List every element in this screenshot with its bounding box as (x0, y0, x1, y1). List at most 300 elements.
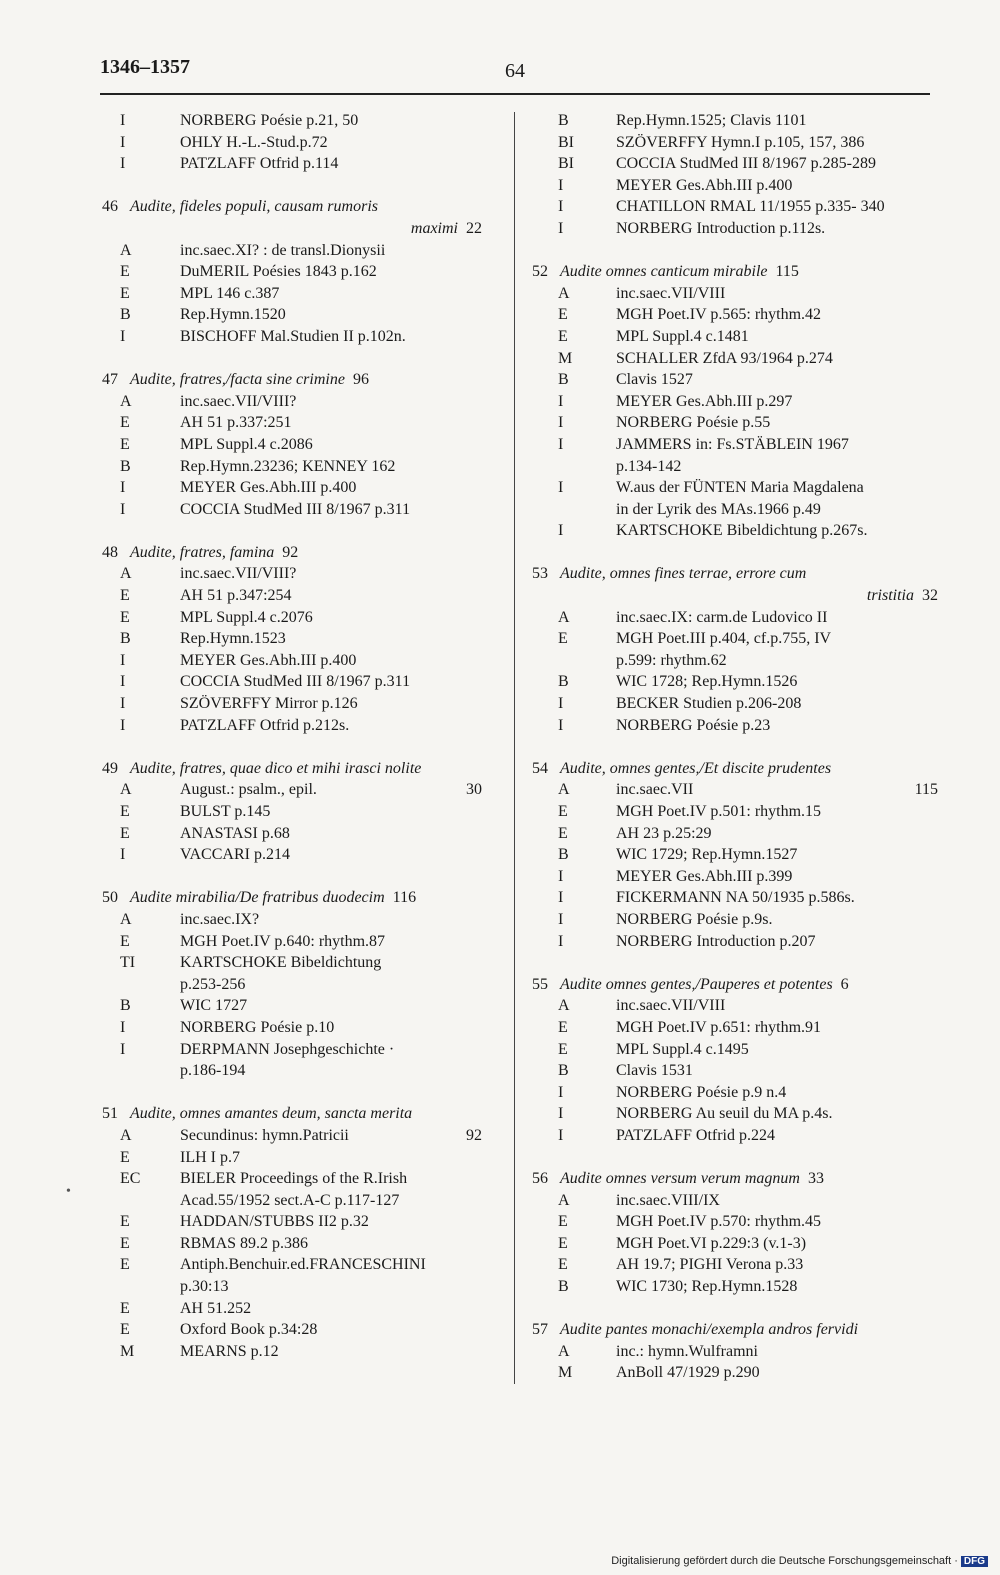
entry-heading (528, 261, 938, 283)
entry-code: E (558, 1040, 568, 1058)
entry-text: NORBERG Introduction p.207 (616, 932, 816, 950)
entry-text: NORBERG Poésie p.9s. (616, 910, 773, 928)
entry-code: A (558, 1191, 570, 1209)
entry-text: ILH I p.7 (180, 1148, 240, 1166)
entry-code: B (558, 1062, 569, 1080)
bib-entry (528, 844, 938, 866)
entry-number: 57 (532, 1321, 548, 1339)
bib-entry (90, 650, 482, 672)
bib-entry (90, 412, 482, 434)
entry-text: p.253-256 (180, 975, 246, 993)
bib-entry (90, 240, 482, 262)
bib-entry (528, 1082, 938, 1104)
entry-code: I (120, 716, 126, 734)
bib-entry (90, 715, 482, 737)
bib-entry (528, 1125, 938, 1147)
entry-text: AH 51.252 (180, 1299, 252, 1317)
entry-number: 51 (102, 1105, 118, 1123)
heading-content (532, 261, 799, 283)
entry-text: NORBERG Poésie p.23 (616, 716, 771, 734)
entry-number: 48 (102, 543, 118, 561)
entry-code: E (558, 306, 568, 324)
entry-heading (90, 887, 482, 909)
entry-text: in der Lyrik des MAs.1966 p.49 (616, 500, 821, 518)
entry-code: A (120, 565, 132, 583)
entry-code: E (558, 1234, 568, 1252)
entry-code: A (558, 284, 570, 302)
entry-text: AH 19.7; PIGHI Verona p.33 (616, 1256, 804, 1274)
entry-text: SCHALLER ZfdA 93/1964 p.274 (616, 349, 833, 367)
entry-code: I (120, 133, 126, 151)
entry-text: MGH Poet.IV p.501: rhythm.15 (616, 803, 822, 820)
bib-entry-continuation (90, 1276, 482, 1298)
entry-text: JAMMERS in: Fs.STÄBLEIN 1967 (616, 435, 849, 453)
entry-code: BI (558, 155, 574, 173)
entry-text: inc.saec.IX? (180, 910, 260, 928)
entry-code: I (558, 435, 564, 453)
heading-content (532, 758, 831, 780)
bib-entry (90, 1211, 482, 1233)
bib-entry (528, 1060, 938, 1082)
entry-count: 32 (922, 587, 938, 605)
entry-text: inc.saec.IX: carm.de Ludovico II (616, 608, 828, 626)
entry-code: E (120, 1256, 130, 1274)
entry-text: KARTSCHOKE Bibeldichtung (180, 954, 382, 972)
bib-entry-continuation (90, 1060, 482, 1082)
entry-code: E (120, 824, 130, 842)
entry-code: I (558, 1126, 564, 1144)
entry-text: MGH Poet.IV p.651: rhythm.91 (616, 1018, 822, 1036)
entry-text: KARTSCHOKE Bibeldichtung p.267s. (616, 522, 868, 540)
entry-code: B (558, 1278, 569, 1296)
entry-text: VACCARI p.214 (180, 846, 290, 864)
bib-entry (528, 1276, 938, 1298)
left-column (90, 110, 482, 1362)
entry-code: I (558, 867, 564, 885)
bib-entry (528, 477, 938, 499)
entry-text: MPL Suppl.4 c.1495 (616, 1040, 749, 1058)
entry-title: Audite, fratres, famina (130, 543, 275, 561)
entry-code: E (120, 1213, 130, 1231)
entry-code: I (120, 695, 126, 713)
entry-text: HADDAN/STUBBS II2 p.32 (180, 1213, 369, 1231)
entry-number: 56 (532, 1170, 548, 1188)
bib-entry (528, 715, 938, 737)
bib-entry (90, 456, 482, 478)
bib-entry (90, 693, 482, 715)
entry-code: E (120, 263, 130, 281)
entry-title: Audite mirabilia/De fratribus duodecim (130, 889, 385, 907)
entry-text: DERPMANN Josephgeschichte · (180, 1040, 395, 1058)
bib-entry (528, 909, 938, 931)
bib-entry (528, 1039, 938, 1061)
bib-entry (528, 607, 938, 629)
entry-text: Clavis 1531 (616, 1062, 693, 1080)
entry-text: BISCHOFF Mal.Studien II p.102n. (180, 327, 406, 345)
entry-text: NORBERG Poésie p.10 (180, 1018, 335, 1036)
entry-code: B (120, 306, 131, 324)
bib-entry (90, 1341, 482, 1363)
bib-entry (90, 1168, 482, 1190)
entry-text: Rep.Hymn.1525; Clavis 1101 (616, 112, 807, 129)
bib-entry (528, 931, 938, 953)
margin-mark: • (66, 1184, 71, 1199)
entry-text: NORBERG Poésie p.9 n.4 (616, 1083, 787, 1101)
entry-code: E (558, 630, 568, 648)
entry-text: Secundinus: hymn.Patricii (180, 1126, 349, 1144)
bib-entry (528, 779, 938, 801)
entry-text: MEYER Ges.Abh.III p.399 (616, 867, 793, 885)
page-header (0, 0, 1000, 100)
bib-entry (90, 1147, 482, 1169)
entry-code: I (558, 414, 564, 432)
bib-entry (90, 1125, 482, 1147)
entry-text: MEARNS p.12 (180, 1342, 279, 1360)
entry-text: SZÖVERFFY Hymn.I p.105, 157, 386 (616, 133, 865, 151)
entry-code: I (558, 479, 564, 497)
entry-code: I (558, 716, 564, 734)
heading-content (102, 369, 369, 391)
entry-text: inc.saec.XI? : de transl.Dionysii (180, 241, 386, 259)
entry-heading-continuation (90, 218, 482, 240)
bib-entry (90, 801, 482, 823)
entry-text: SZÖVERFFY Mirror p.126 (180, 695, 358, 713)
bib-entry (90, 261, 482, 283)
entry-text: inc.saec.VII/VIII (616, 997, 726, 1015)
bib-entry (528, 348, 938, 370)
bib-entry (90, 823, 482, 845)
entry-code: I (120, 327, 126, 345)
entry-heading (90, 1103, 482, 1125)
entry-code: TI (120, 954, 136, 972)
entry-text: MPL Suppl.4 c.2076 (180, 608, 313, 626)
entry-text: OHLY H.-L.-Stud.p.72 (180, 133, 328, 151)
entry-text: p.186-194 (180, 1062, 246, 1080)
heading-content (102, 887, 416, 909)
entry-text: August.: psalm., epil. (180, 781, 317, 799)
entry-count: 92 (282, 543, 299, 561)
entry-text: AH 51 p.347:254 (180, 587, 292, 605)
bib-entry (90, 995, 482, 1017)
entry-code: M (120, 1342, 135, 1360)
bib-entry (528, 671, 938, 693)
bib-entry (528, 153, 938, 175)
entry-text: WIC 1730; Rep.Hymn.1528 (616, 1278, 798, 1296)
entry-text: COCCIA StudMed III 8/1967 p.311 (180, 500, 411, 518)
bib-entry (90, 434, 482, 456)
footer-text: Digitalisierung gefördert durch die Deutsche Forschungsgemeinschaft · (611, 1555, 958, 1567)
entry-text: W.aus der FÜNTEN Maria Magdalena (616, 479, 864, 497)
entry-title: Audite, fratres,/facta sine crimine (130, 371, 345, 389)
bib-entry (528, 434, 938, 456)
entry-code: E (558, 1213, 568, 1231)
entry-text: DuMERIL Poésies 1843 p.162 (180, 263, 377, 281)
entry-text: WIC 1727 (180, 997, 248, 1015)
bib-entry (90, 1298, 482, 1320)
entry-code: I (558, 889, 564, 907)
entry-code: E (558, 327, 568, 345)
entry-title: Audite, omnes fines terrae, errore cum (560, 565, 807, 583)
entry-code: I (558, 1083, 564, 1101)
entry-heading (90, 196, 482, 218)
entry-text: AH 51 p.337:251 (180, 414, 292, 432)
entry-text: BULST p.145 (180, 803, 271, 820)
bib-entry (528, 1211, 938, 1233)
entry-code: E (558, 1018, 568, 1036)
entry-code: A (120, 241, 132, 259)
bib-entry (528, 132, 938, 154)
entry-code: I (558, 176, 564, 194)
entry-text: Rep.Hymn.23236; KENNEY 162 (180, 457, 396, 475)
entry-text: NORBERG Introduction p.112s. (616, 219, 826, 237)
entry-number: 50 (102, 889, 118, 907)
entry-text: Oxford Book p.34:28 (180, 1321, 318, 1339)
entry-code: I (120, 846, 126, 864)
entry-text: MGH Poet.III p.404, cf.p.755, IV (616, 630, 832, 648)
heading-content (102, 196, 378, 218)
bib-entry-continuation (528, 650, 938, 672)
entry-count: 115 (914, 781, 938, 799)
entry-text: MEYER Ges.Abh.III p.297 (616, 392, 793, 410)
bib-entry (90, 628, 482, 650)
entry-text: Acad.55/1952 sect.A-C p.117-127 (180, 1191, 400, 1209)
entry-code: EC (120, 1170, 141, 1188)
entry-code: I (120, 112, 126, 129)
entry-number: 49 (102, 759, 118, 777)
bib-entry (90, 153, 482, 175)
bib-entry (90, 585, 482, 607)
entry-text: inc.saec.VII (616, 781, 694, 799)
entry-code: I (120, 500, 126, 518)
bib-entry (528, 1254, 938, 1276)
bib-entry-continuation (90, 974, 482, 996)
entry-code: E (120, 1299, 130, 1317)
heading-content (102, 542, 298, 564)
bib-entry (528, 196, 938, 218)
entry-text: CHATILLON RMAL 11/1955 p.335- 340 (616, 198, 885, 216)
entry-code: A (120, 910, 132, 928)
entry-code: A (558, 1342, 570, 1360)
entry-heading (528, 758, 938, 780)
bib-entry (528, 520, 938, 542)
bib-entry (90, 952, 482, 974)
bib-entry (90, 1039, 482, 1061)
entry-heading (528, 974, 938, 996)
entry-text: COCCIA StudMed III 8/1967 p.311 (180, 673, 411, 691)
entry-title: Audite omnes gentes,/Pauperes et potentes (560, 975, 833, 993)
entry-title: Audite omnes canticum mirabile (560, 263, 768, 281)
entry-text: RBMAS 89.2 p.386 (180, 1234, 309, 1252)
entry-text: ANASTASI p.68 (180, 824, 290, 842)
entry-text: p.30:13 (180, 1278, 229, 1296)
entry-count: 6 (840, 975, 849, 993)
entry-text: NORBERG Au seuil du MA p.4s. (616, 1105, 833, 1123)
entry-code: I (558, 219, 564, 237)
entry-number: 54 (532, 759, 548, 777)
bib-entry (90, 499, 482, 521)
heading-content (102, 758, 421, 780)
entry-text: inc.saec.VII/VIII (616, 284, 726, 302)
entry-code: B (558, 112, 569, 129)
page-number: 64 (505, 60, 525, 82)
entry-text: inc.: hymn.Wulframni (616, 1342, 758, 1360)
entry-code: E (120, 803, 130, 820)
heading-content (532, 563, 806, 585)
entry-code: E (558, 803, 568, 820)
bib-entry (528, 304, 938, 326)
entry-code: I (558, 522, 564, 540)
entry-code: B (558, 673, 569, 691)
entry-text: BECKER Studien p.206-208 (616, 695, 802, 713)
entry-title: tristitia (866, 587, 914, 605)
bib-entry (528, 218, 938, 240)
bib-entry (90, 477, 482, 499)
bib-entry (528, 693, 938, 715)
entry-code: I (120, 1018, 126, 1036)
bib-entry (90, 110, 482, 132)
entry-number: 55 (532, 975, 548, 993)
entry-code: BI (558, 133, 574, 151)
entry-text: PATZLAFF Otfrid p.212s. (180, 716, 350, 734)
entry-text: Rep.Hymn.1523 (180, 630, 286, 648)
right-column (528, 110, 938, 1384)
entry-code: I (120, 673, 126, 691)
entry-text: MGH Poet.IV p.565: rhythm.42 (616, 306, 822, 324)
bib-entry (528, 175, 938, 197)
bib-entry (90, 563, 482, 585)
entry-code: E (120, 1148, 130, 1166)
bib-entry (90, 132, 482, 154)
entry-code: E (120, 932, 130, 950)
entry-code: I (558, 695, 564, 713)
bib-entry-continuation (90, 1190, 482, 1212)
entry-code: A (120, 392, 132, 410)
bib-entry (528, 995, 938, 1017)
heading-content (532, 974, 849, 996)
entry-code: E (120, 1321, 130, 1339)
entry-text: MEYER Ges.Abh.III p.400 (616, 176, 793, 194)
entry-count: 33 (807, 1170, 824, 1188)
entry-text: Antiph.Benchuir.ed.FRANCESCHINI (180, 1256, 426, 1274)
entry-code: E (120, 435, 130, 453)
entry-text: inc.saec.VIII/IX (616, 1191, 720, 1209)
entry-title: Audite, omnes gentes,/Et discite prudentes (560, 759, 832, 777)
entry-code: I (558, 1105, 564, 1123)
entry-count: 96 (352, 371, 369, 389)
entry-text: FICKERMANN NA 50/1935 p.586s. (616, 889, 855, 907)
entry-text: MGH Poet.IV p.640: rhythm.87 (180, 932, 386, 950)
heading-content (532, 1168, 824, 1190)
bib-entry (90, 1254, 482, 1276)
bib-entry (528, 110, 938, 132)
bib-entry (90, 844, 482, 866)
entry-number: 53 (532, 565, 548, 583)
bib-entry (90, 607, 482, 629)
heading-content (102, 1103, 412, 1125)
bib-entry (90, 326, 482, 348)
entry-text: Rep.Hymn.1520 (180, 306, 286, 324)
bib-entry (90, 304, 482, 326)
entry-code: A (120, 1126, 132, 1144)
entry-text: BIELER Proceedings of the R.Irish (180, 1170, 408, 1188)
bib-entry (528, 326, 938, 348)
entry-code: I (120, 479, 126, 497)
entry-text: MPL 146 c.387 (180, 284, 280, 302)
bib-entry (90, 671, 482, 693)
entry-number: 47 (102, 371, 118, 389)
entry-heading (90, 758, 482, 780)
bib-entry (528, 1103, 938, 1125)
entry-text: WIC 1729; Rep.Hymn.1527 (616, 846, 798, 864)
bib-entry (528, 391, 938, 413)
entry-range: 1346–1357 (100, 56, 190, 78)
bib-entry (528, 887, 938, 909)
entry-number: 46 (102, 198, 118, 216)
entry-code: E (120, 1234, 130, 1252)
entry-code: E (120, 608, 130, 626)
entry-text: MEYER Ges.Abh.III p.400 (180, 479, 357, 497)
entry-code: B (120, 997, 131, 1015)
bib-entry (528, 369, 938, 391)
bib-entry (90, 1017, 482, 1039)
entry-code: B (120, 630, 131, 648)
entry-heading (90, 369, 482, 391)
entry-title: Audite pantes monachi/exempla andros fervidi (560, 1321, 859, 1339)
entry-code: I (558, 910, 564, 928)
entry-text: MEYER Ges.Abh.III p.400 (180, 651, 357, 669)
entry-heading (90, 542, 482, 564)
entry-text: NORBERG Poésie p.21, 50 (180, 112, 359, 129)
bib-entry (528, 1233, 938, 1255)
entry-number: 52 (532, 263, 548, 281)
entry-text: PATZLAFF Otfrid p.224 (616, 1126, 775, 1144)
entry-count: 30 (466, 781, 482, 799)
bib-entry (528, 801, 938, 823)
entry-code: E (120, 414, 130, 432)
entry-text: MPL Suppl.4 c.1481 (616, 327, 749, 345)
entry-text: Clavis 1527 (616, 371, 693, 389)
bib-entry (90, 909, 482, 931)
entry-code: A (558, 781, 570, 799)
entry-text: inc.saec.VII/VIII? (180, 392, 297, 410)
entry-code: I (558, 198, 564, 216)
entry-code: B (558, 846, 569, 864)
header-rule (100, 93, 930, 95)
entry-text: PATZLAFF Otfrid p.114 (180, 155, 339, 173)
bib-entry (90, 1319, 482, 1341)
entry-title: Audite, fratres, quae dico et mihi irasci nolite (130, 759, 422, 777)
entry-code: I (120, 155, 126, 173)
entry-title: Audite omnes versum verum magnum (560, 1170, 800, 1188)
entry-code: E (558, 1256, 568, 1274)
bib-entry (528, 1190, 938, 1212)
bib-entry (528, 1341, 938, 1363)
bib-entry-continuation (528, 499, 938, 521)
entry-code: I (558, 932, 564, 950)
entry-code: A (120, 781, 132, 799)
bib-entry (528, 412, 938, 434)
bib-entry (90, 391, 482, 413)
entry-code: A (558, 997, 570, 1015)
entry-count: 115 (775, 263, 799, 281)
entry-text: AH 23 p.25:29 (616, 824, 712, 842)
entry-count: 116 (392, 889, 417, 907)
entry-text: AnBoll 47/1929 p.290 (616, 1364, 760, 1382)
bib-entry (528, 283, 938, 305)
entry-title: maximi (410, 219, 458, 237)
entry-text: MGH Poet.IV p.570: rhythm.45 (616, 1213, 822, 1231)
entry-count: 22 (466, 219, 482, 237)
